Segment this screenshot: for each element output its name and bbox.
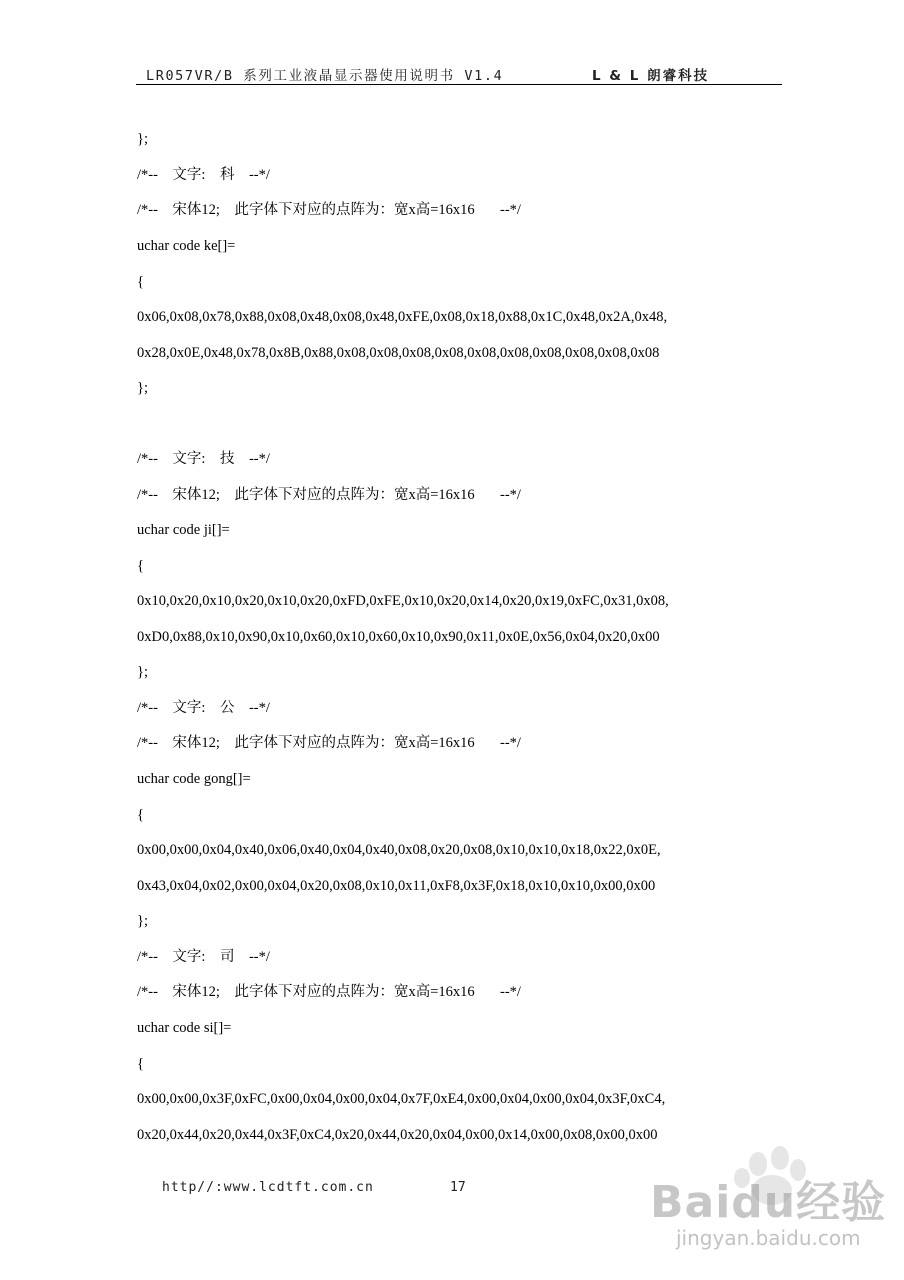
code-line: uchar code ke[]=: [137, 238, 236, 254]
code-line: {: [137, 807, 144, 823]
code-line: /*-- 宋体12; 此字体下对应的点阵为：宽x高=16x16 --*/: [137, 202, 521, 218]
code-line: /*-- 宋体12; 此字体下对应的点阵为：宽x高=16x16 --*/: [137, 735, 521, 751]
code-line: /*-- 文字: 公 --*/: [137, 700, 270, 716]
code-line: uchar code gong[]=: [137, 771, 251, 787]
code-line: {: [137, 1056, 144, 1072]
code-line: 0x00,0x00,0x04,0x40,0x06,0x40,0x04,0x40,0x08,0x20,0x08,0x10,0x10,0x18,0x22,0x0E,: [137, 842, 661, 858]
code-line: 0x06,0x08,0x78,0x88,0x08,0x48,0x08,0x48,0xFE,0x08,0x18,0x88,0x1C,0x48,0x2A,0x48,: [137, 309, 668, 325]
code-line: };: [137, 380, 148, 396]
footer-url: http//:www.lcdtft.com.cn: [162, 1180, 374, 1195]
code-line: };: [137, 913, 148, 929]
page-header: [136, 64, 782, 88]
code-line: 0x10,0x20,0x10,0x20,0x10,0x20,0xFD,0xFE,0x10,0x20,0x14,0x20,0x19,0xFC,0x31,0x08,: [137, 593, 669, 609]
code-line: };: [137, 131, 148, 147]
code-line: /*-- 宋体12; 此字体下对应的点阵为：宽x高=16x16 --*/: [137, 984, 521, 1000]
code-line: {: [137, 274, 144, 290]
code-line: /*-- 文字: 技 --*/: [137, 451, 270, 467]
page-number: 17: [450, 1180, 466, 1195]
code-line: 0x43,0x04,0x02,0x00,0x04,0x20,0x08,0x10,0x11,0xF8,0x3F,0x18,0x10,0x10,0x00,0x00: [137, 878, 656, 894]
code-line: uchar code si[]=: [137, 1020, 232, 1036]
watermark-brand: Baidu经验: [650, 1177, 887, 1228]
code-line: 0x00,0x00,0x3F,0xFC,0x00,0x04,0x00,0x04,0x7F,0xE4,0x00,0x04,0x00,0x04,0x3F,0xC4,: [137, 1091, 666, 1107]
code-line: 0x20,0x44,0x20,0x44,0x3F,0xC4,0x20,0x44,0x20,0x04,0x00,0x14,0x00,0x08,0x00,0x00: [137, 1127, 658, 1143]
code-line: uchar code ji[]=: [137, 522, 230, 538]
code-line: /*-- 文字: 科 --*/: [137, 167, 270, 183]
code-line: /*-- 文字: 司 --*/: [137, 949, 270, 965]
code-line: 0x28,0x0E,0x48,0x78,0x8B,0x88,0x08,0x08,0x08,0x08,0x08,0x08,0x08,0x08,0x08,0x08: [137, 345, 660, 361]
company-name: L & L 朗睿科技: [592, 68, 710, 84]
document-title: LR057VR/B 系列工业液晶显示器使用说明书 V1.4: [146, 68, 504, 84]
code-line: /*-- 宋体12; 此字体下对应的点阵为：宽x高=16x16 --*/: [137, 487, 521, 503]
code-line: 0xD0,0x88,0x10,0x90,0x10,0x60,0x10,0x60,0x10,0x90,0x11,0x0E,0x56,0x04,0x20,0x00: [137, 629, 660, 645]
code-line: };: [137, 664, 148, 680]
watermark-site: jingyan.baidu.com: [676, 1226, 861, 1250]
header-divider: [136, 84, 782, 85]
code-line: {: [137, 558, 144, 574]
